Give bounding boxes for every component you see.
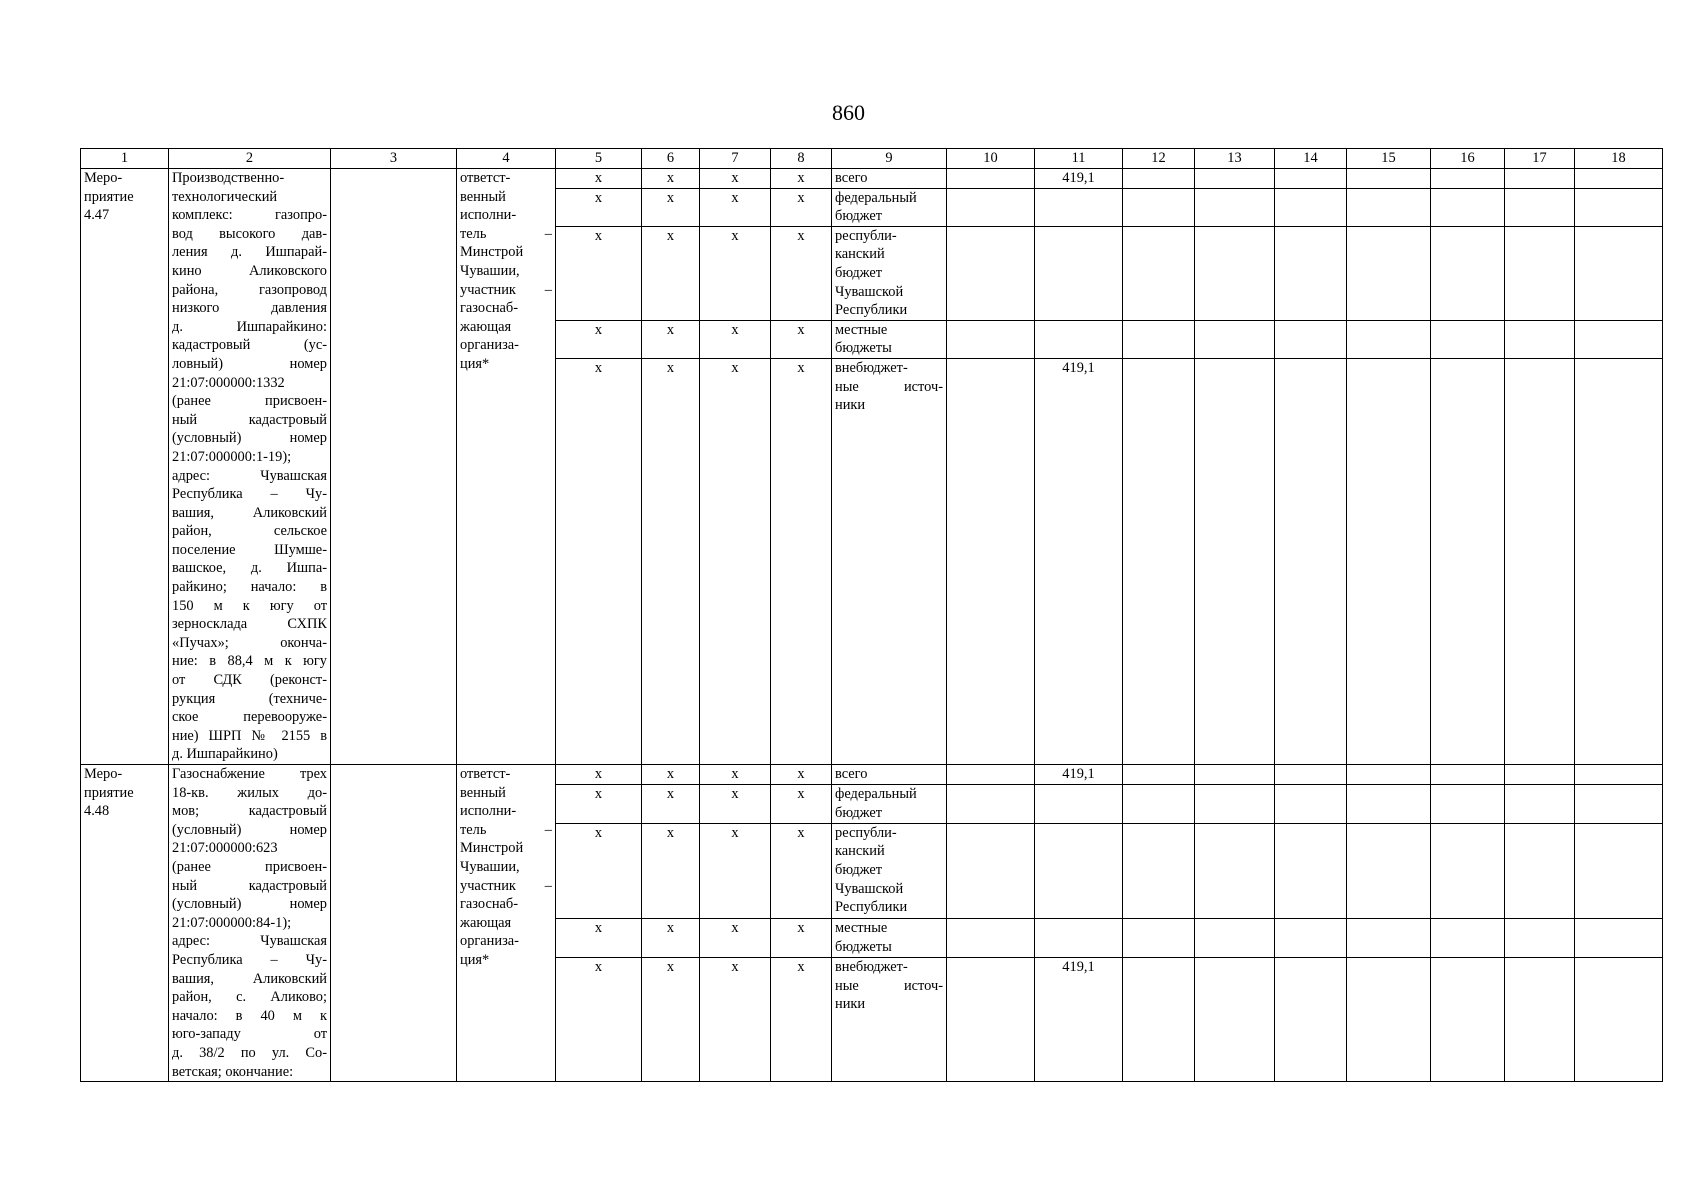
column-17-cell xyxy=(1505,784,1575,823)
mark-cell: х xyxy=(642,226,700,320)
column-13-cell xyxy=(1195,358,1275,764)
mark-cell: х xyxy=(556,226,642,320)
mark-cell: х xyxy=(771,765,832,785)
column-12-cell xyxy=(1123,358,1195,764)
column-12-cell xyxy=(1123,188,1195,226)
funding-table xyxy=(80,148,1663,1082)
column-11-value xyxy=(1035,919,1123,958)
column-11-value xyxy=(1035,226,1123,320)
funding-source-label: республи- канский бюджет Чувашской Республики xyxy=(835,824,908,916)
column-10-cell xyxy=(947,919,1035,958)
column-12-cell xyxy=(1123,919,1195,958)
mark-cell: х xyxy=(771,226,832,320)
column-17-cell xyxy=(1505,358,1575,764)
column-header-16: 16 xyxy=(1431,149,1505,169)
column-13-cell xyxy=(1195,188,1275,226)
mark-cell: х xyxy=(642,358,700,764)
funding-row xyxy=(81,765,1663,785)
column-header-15: 15 xyxy=(1347,149,1431,169)
column-18-cell xyxy=(1575,188,1663,226)
mark-cell: х xyxy=(700,823,771,919)
funding-source-label: всего xyxy=(835,170,868,186)
column-17-cell xyxy=(1505,320,1575,358)
column-header-13: 13 xyxy=(1195,149,1275,169)
funding-source-label: внебюджет- ные источ- ники xyxy=(835,359,943,414)
mark-cell: х xyxy=(556,958,642,1082)
column-13-cell xyxy=(1195,169,1275,189)
mark-cell: х xyxy=(556,188,642,226)
mark-cell: х xyxy=(642,823,700,919)
header-row xyxy=(81,149,1663,169)
funding-source-cell xyxy=(832,188,947,226)
column-11-value: 419,1 xyxy=(1035,958,1123,1082)
column-15-cell xyxy=(1347,919,1431,958)
column-11-value: 419,1 xyxy=(1035,358,1123,764)
column-11-value xyxy=(1035,823,1123,919)
column-16-cell xyxy=(1431,188,1505,226)
column-header-8: 8 xyxy=(771,149,832,169)
column-10-cell xyxy=(947,358,1035,764)
mark-cell: х xyxy=(556,919,642,958)
mark-cell: х xyxy=(700,765,771,785)
column-16-cell xyxy=(1431,358,1505,764)
mark-cell: х xyxy=(700,169,771,189)
column-12-cell xyxy=(1123,823,1195,919)
column-16-cell xyxy=(1431,784,1505,823)
measure-id: Меро- приятие 4.48 xyxy=(84,766,134,820)
mark-cell: х xyxy=(642,919,700,958)
column-12-cell xyxy=(1123,958,1195,1082)
column-header-4: 4 xyxy=(457,149,556,169)
measure-description: Производственно- технологический комплекс: газопро- вод высокого дав- ления д. Ишпарай- кино Аликовского района, газопровод низкого давления д. Ишпарайкино: кадастровый (ус- ловный) номер 21:07:000000:1332 (ранее присвоен- ный кадастровый (условный) номер 21:07:000000:1-19); адрес: Чувашская Республика – Чу- вашия, Аликовский район, сельское поселение Шумше- вашское, д. Ишпа- райкино; начало: в 150 м к югу от зерносклада СХПК «Пучах»; оконча- ние: в 88,4 м к югу от СДК (реконст- рукция (техниче- ское перевооруже- ние) ШРП № 2155 в д. Ишпарайкино) xyxy=(172,170,327,763)
mark-cell: х xyxy=(700,958,771,1082)
column-header-17: 17 xyxy=(1505,149,1575,169)
column-header-9: 9 xyxy=(832,149,947,169)
column-18-cell xyxy=(1575,358,1663,764)
column-17-cell xyxy=(1505,169,1575,189)
mark-cell: х xyxy=(642,188,700,226)
column-header-3: 3 xyxy=(331,149,457,169)
column-11-value: 419,1 xyxy=(1035,169,1123,189)
column-15-cell xyxy=(1347,958,1431,1082)
column-16-cell xyxy=(1431,320,1505,358)
column-15-cell xyxy=(1347,226,1431,320)
column-header-6: 6 xyxy=(642,149,700,169)
measure-description: Газоснабжение трех 18-кв. жилых до- мов; кадастровый (условный) номер 21:07:000000:623 (ранее присвоен- ный кадастровый (условный) номер 21:07:000000:84-1); адрес: Чувашская Республика – Чу- вашия, Аликовский район, с. Аликово; начало: в 40 м к юго-западу от д. 38/2 по ул. Со- ветская; окончание: xyxy=(172,766,327,1080)
funding-source-label: местные бюджеты xyxy=(835,321,892,357)
column-header-10: 10 xyxy=(947,149,1035,169)
column-header-18: 18 xyxy=(1575,149,1663,169)
mark-cell: х xyxy=(556,765,642,785)
funding-source-label: республи- канский бюджет Чувашской Республики xyxy=(835,227,908,319)
column-16-cell xyxy=(1431,958,1505,1082)
mark-cell: х xyxy=(642,320,700,358)
funding-source-cell xyxy=(832,823,947,919)
mark-cell: х xyxy=(771,358,832,764)
column-12-cell xyxy=(1123,169,1195,189)
column-13-cell xyxy=(1195,226,1275,320)
measure-description-cell xyxy=(169,765,331,1082)
column-3-cell xyxy=(331,765,457,1082)
mark-cell: х xyxy=(642,958,700,1082)
funding-row xyxy=(81,169,1663,189)
column-13-cell xyxy=(1195,765,1275,785)
measure-description-cell xyxy=(169,169,331,765)
column-15-cell xyxy=(1347,358,1431,764)
mark-cell: х xyxy=(771,958,832,1082)
funding-source-label: федеральный бюджет xyxy=(835,785,917,821)
column-17-cell xyxy=(1505,919,1575,958)
mark-cell: х xyxy=(556,784,642,823)
column-15-cell xyxy=(1347,169,1431,189)
column-11-value xyxy=(1035,188,1123,226)
measure-id-cell xyxy=(81,169,169,765)
mark-cell: х xyxy=(771,320,832,358)
column-header-11: 11 xyxy=(1035,149,1123,169)
funding-source-cell xyxy=(832,919,947,958)
column-18-cell xyxy=(1575,919,1663,958)
column-17-cell xyxy=(1505,958,1575,1082)
column-10-cell xyxy=(947,958,1035,1082)
measure-id-cell xyxy=(81,765,169,1082)
column-14-cell xyxy=(1275,188,1347,226)
column-16-cell xyxy=(1431,169,1505,189)
column-3-cell xyxy=(331,169,457,765)
column-16-cell xyxy=(1431,765,1505,785)
column-18-cell xyxy=(1575,320,1663,358)
column-10-cell xyxy=(947,823,1035,919)
funding-source-cell xyxy=(832,226,947,320)
column-14-cell xyxy=(1275,823,1347,919)
mark-cell: х xyxy=(771,169,832,189)
funding-source-cell xyxy=(832,358,947,764)
executor-cell xyxy=(457,765,556,1082)
measure-id: Меро- приятие 4.47 xyxy=(84,170,134,224)
column-header-2: 2 xyxy=(169,149,331,169)
column-14-cell xyxy=(1275,320,1347,358)
column-12-cell xyxy=(1123,320,1195,358)
funding-source-cell xyxy=(832,169,947,189)
funding-source-cell xyxy=(832,958,947,1082)
funding-source-label: всего xyxy=(835,766,868,782)
column-10-cell xyxy=(947,784,1035,823)
mark-cell: х xyxy=(700,784,771,823)
column-13-cell xyxy=(1195,823,1275,919)
column-16-cell xyxy=(1431,823,1505,919)
column-15-cell xyxy=(1347,188,1431,226)
column-13-cell xyxy=(1195,320,1275,358)
mark-cell: х xyxy=(556,823,642,919)
column-header-7: 7 xyxy=(700,149,771,169)
column-11-value xyxy=(1035,784,1123,823)
column-17-cell xyxy=(1505,188,1575,226)
column-15-cell xyxy=(1347,784,1431,823)
column-11-value xyxy=(1035,320,1123,358)
funding-source-label: местные бюджеты xyxy=(835,920,892,955)
column-18-cell xyxy=(1575,226,1663,320)
funding-source-cell xyxy=(832,784,947,823)
executor-cell xyxy=(457,169,556,765)
column-14-cell xyxy=(1275,765,1347,785)
column-12-cell xyxy=(1123,226,1195,320)
mark-cell: х xyxy=(771,188,832,226)
mark-cell: х xyxy=(771,919,832,958)
mark-cell: х xyxy=(771,784,832,823)
column-11-value: 419,1 xyxy=(1035,765,1123,785)
column-18-cell xyxy=(1575,823,1663,919)
column-15-cell xyxy=(1347,765,1431,785)
column-13-cell xyxy=(1195,784,1275,823)
column-17-cell xyxy=(1505,226,1575,320)
mark-cell: х xyxy=(700,358,771,764)
column-10-cell xyxy=(947,226,1035,320)
column-header-12: 12 xyxy=(1123,149,1195,169)
funding-source-label: внебюджет- ные источ- ники xyxy=(835,959,943,1013)
mark-cell: х xyxy=(642,784,700,823)
column-13-cell xyxy=(1195,919,1275,958)
column-17-cell xyxy=(1505,823,1575,919)
column-17-cell xyxy=(1505,765,1575,785)
column-12-cell xyxy=(1123,784,1195,823)
mark-cell: х xyxy=(700,226,771,320)
column-15-cell xyxy=(1347,320,1431,358)
mark-cell: х xyxy=(642,765,700,785)
column-18-cell xyxy=(1575,765,1663,785)
column-18-cell xyxy=(1575,784,1663,823)
column-14-cell xyxy=(1275,226,1347,320)
mark-cell: х xyxy=(771,823,832,919)
column-header-1: 1 xyxy=(81,149,169,169)
column-18-cell xyxy=(1575,169,1663,189)
mark-cell: х xyxy=(556,320,642,358)
table-body xyxy=(81,149,1663,1082)
executor-text: ответст- венный исполни- тель – Минстрой Чувашии, участник – газоснаб- жающая организа- ция* xyxy=(460,766,552,968)
column-10-cell xyxy=(947,320,1035,358)
column-14-cell xyxy=(1275,784,1347,823)
column-14-cell xyxy=(1275,958,1347,1082)
column-14-cell xyxy=(1275,919,1347,958)
column-12-cell xyxy=(1123,765,1195,785)
mark-cell: х xyxy=(642,169,700,189)
funding-source-cell xyxy=(832,320,947,358)
column-15-cell xyxy=(1347,823,1431,919)
column-14-cell xyxy=(1275,358,1347,764)
column-header-5: 5 xyxy=(556,149,642,169)
mark-cell: х xyxy=(700,919,771,958)
column-10-cell xyxy=(947,765,1035,785)
executor-text: ответст- венный исполни- тель – Минстрой Чувашии, участник – газоснаб- жающая организа- ция* xyxy=(460,170,552,372)
mark-cell: х xyxy=(700,188,771,226)
column-10-cell xyxy=(947,188,1035,226)
column-18-cell xyxy=(1575,958,1663,1082)
column-header-14: 14 xyxy=(1275,149,1347,169)
column-13-cell xyxy=(1195,958,1275,1082)
page-number: 860 xyxy=(832,100,865,125)
mark-cell: х xyxy=(556,169,642,189)
mark-cell: х xyxy=(556,358,642,764)
column-14-cell xyxy=(1275,169,1347,189)
funding-source-label: федеральный бюджет xyxy=(835,189,917,225)
mark-cell: х xyxy=(700,320,771,358)
column-10-cell xyxy=(947,169,1035,189)
column-16-cell xyxy=(1431,919,1505,958)
funding-source-cell xyxy=(832,765,947,785)
column-16-cell xyxy=(1431,226,1505,320)
